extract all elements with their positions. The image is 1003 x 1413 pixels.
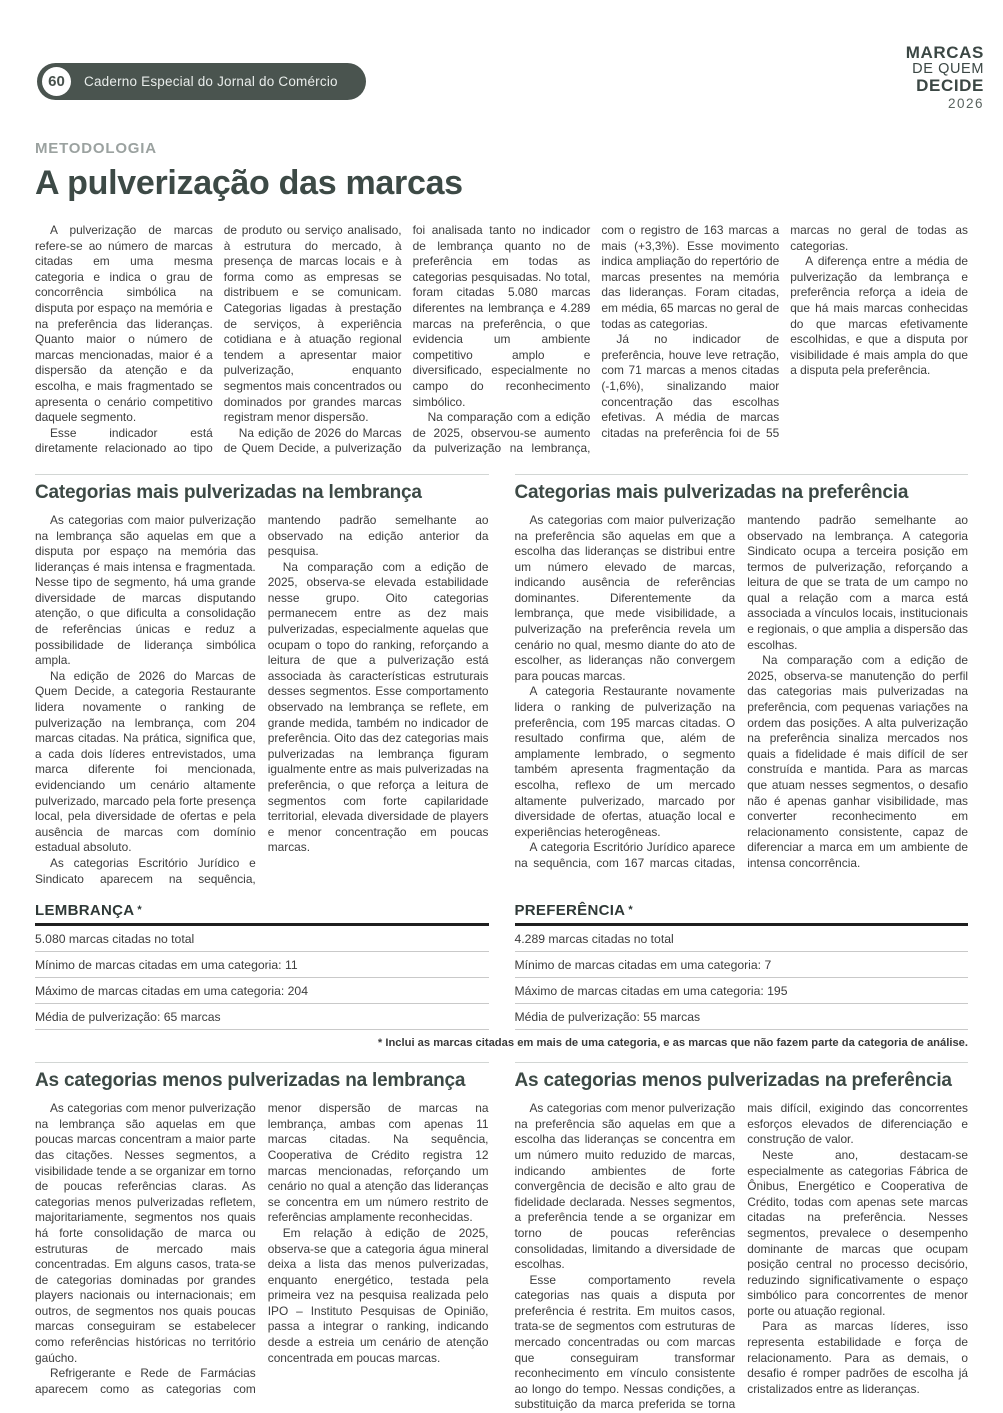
sections-most-pulverized [35,474,968,887]
headline: A pulverização das marcas [35,164,463,202]
stat-row: Mínimo de marcas citadas em uma categoria: 11 [35,952,489,978]
section-paragraph: A categoria Escritório Jurídico aparece na sequência, com 167 marcas citadas, mantendo padrão semelhante ao observado na lembrança. A categoria Sindicato ocupa a terceira posição em termos de pulverização, reforçando a leitura de que se trata de um campo no qual a relação com a marca está associada a vínculos locais, institucionais e regionais, o que amplia a dispersão das escolhas. [514,512,968,870]
table-footnote: * Inclui as marcas citadas em mais de uma categoria, e as marcas que não fazem parte da categoria de análise. [377,1037,968,1050]
logo-line-de-quem: DE QUEM [912,60,984,77]
intro-paragraph: Na edição de 2026 do Marcas de Quem Decide, a pulverização foi analisada tanto no indicador de lembrança quanto no de preferência em todas as categorias pesquisadas. No total, foram citadas 5.080 marcas diferentes na lembrança e 4.289 marcas na preferência, o que evidencia um ambiente competitivo amplo e diversificado, especialmente no campo do reconhecimento simbólico. [223,223,591,456]
section-paragraph: Em relação à edição de 2025, observa-se que a categoria água mineral deixa a lista das menos pulverizadas, enquanto energético, testada pela primeira vez na pesquisa realizada pelo IPO – Instituto Pesquisas de Opinião, passa a integrar o ranking, indicando desde a estreia um cenário de atenção concentrada em poucas marcas. [267,1225,489,1365]
section-paragraph: Na comparação com a edição de 2025, observa-se elevada estabilidade nesse grupo. Oito categorias permanecem entre as dez mais pulverizadas, especialmente aquelas que ocupam o topo do ranking, reforçando a leitura de que a pulverização está associada às características estruturais desses segmentos. Esse comportamento observado na lembrança se reflete, em grande medida, também no indicador de preferência. Oito das dez categorias mais pulverizadas na lembrança figuram igualmente entre as mais pulverizadas na preferência, o que reforça a leitura de segmentos com forte capilaridade territorial, elevada diversidade de players e menor concentração em poucas marcas. [267,559,489,855]
intro-paragraph: Na comparação com a edição de 2025, observou-se aumento da pulverização na lembrança, com o registro de 163 marcas a mais (+3,3%). Esse movimento indica ampliação do repertório de marcas presentes na memória das lideranças. Foram citadas, em média, 65 marcas no geral de todas as categorias. [412,223,780,456]
stats-preferencia-header [515,902,969,926]
section-divider [515,474,969,475]
intro-text [35,223,968,457]
section-text-least-lembranca [35,1101,489,1397]
intro-paragraph: Já no indicador de preferência, houve leve retração, com 71 marcas a menos citadas (-1,6%), sinalizando maior concentração das escolhas efetivas. A média de marcas citadas na preferência foi de 55 marcas no geral de todas as categorias. [601,223,968,440]
stat-row: Mínimo de marcas citadas em uma categoria: 7 [515,952,969,978]
intro-paragraph: A pulverização de marcas refere-se ao número de marcas citadas em uma mesma categoria e indica o grau de concorrência simbólica na disputa por espaço na memória e na preferência das lideranças. Quanto maior o número de marcas mencionadas, maior é a dispersão da atenção e da escolha, e mais fragmentado se apresenta o cenário competitivo daquele segmento. [35,223,213,425]
brand-logo [906,44,984,111]
page-header [35,0,984,120]
section-paragraph: Na edição de 2026 do Marcas de Quem Decide, a categoria Restaurante lidera novamente o ranking de pulverização na lembrança, com 204 marcas citadas. Na prática, significa que, a cada dois líderes entrevistados, uma marca diferente foi mencionada, evidenciando um cenário altamente pulverizado, marcado pela forte presença local, pela diversidade de ofertas e pela ausência de marcas com domínio estadual absoluto. [35,668,256,855]
section-most-preferencia [515,474,969,887]
stats-preferencia-title: PREFERÊNCIA [514,902,626,920]
section-paragraph: As categorias com menor pulverização na lembrança são aquelas em que poucas marcas concentram a maior parte das citações. Nesses segmentos, a visibilidade tende a se organizar em torno de poucas referências claras. As categorias menos pulverizadas refletem, majoritariamente, segmentos nos quais há forte consolidação de marca ou estruturas de mercado mais concentradas. Em alguns casos, trata-se de categorias dominadas por grandes players nacionais ou internacionais; em outros, de segmentos nos quais poucas marcas conseguiram se estabelecer como referências históricas no território gaúcho. [35,1101,256,1365]
stat-row: Máximo de marcas citadas em uma categoria: 204 [35,978,489,1004]
section-paragraph: A categoria Restaurante novamente lidera o ranking de pulverização na preferência, com 195 marcas citadas. O resultado confirma que, além de amplamente lembrado, o segmento também apresenta fragmentação da escolha, reflexo de um mercado altamente pulverizado, marcado por diversidade de ofertas, atuação local e experiências heterogêneas. [514,684,736,839]
stat-row: Média de pulverização: 55 marcas [515,1004,969,1030]
stat-row: 5.080 marcas citadas no total [35,926,489,952]
section-paragraph: As categorias com maior pulverização na preferência são aquelas em que a escolha das lideranças se distribui entre um número elevado de marcas, indicando ausência de referências dominantes. Diferentemente da lembrança, que mede visibilidade, a pulverização na preferência revela um cenário no qual, mesmo diante do ato de escolher, as lideranças não convergem para poucas marcas. [514,512,736,683]
footnote-star: * [137,904,142,917]
stat-row: 4.289 marcas citadas no total [515,926,969,952]
section-title-most-lembranca: Categorias mais pulverizadas na lembrança [35,481,422,503]
publication-name: Caderno Especial do Jornal do Comércio [84,74,338,89]
section-paragraph: Refrigerante e Rede de Farmácias aparecem como as categorias com menor dispersão de marcas na lembrança, ambas com apenas 11 marcas citadas. Na sequência, Cooperativa de Crédito registra 12 marcas mencionadas, reforçando um cenário no qual a atenção das lideranças se concentra em um número restrito de referências amplamente reconhecidas. [35,1101,489,1396]
stats-table [35,902,968,1030]
section-title-least-lembranca: As categorias menos pulverizadas na lembrança [35,1070,466,1092]
section-paragraph: Esse comportamento revela categorias nas quais a disputa por preferência é restrita. Em muitos casos, trata-se de segmentos com estruturas de mercado concentradas ou com marcas que conseguiram transformar reconhecimento em vínculo consistente ao longo do tempo. Nessas condições, a substituição da marca preferida se torna mais difícil, exigindo das concorrentes esforços elevados de diferenciação e construção de valor. [514,1101,968,1412]
page-number-pill [37,63,366,100]
logo-line-decide: DECIDE [916,75,984,95]
kicker: METODOLOGIA [35,140,157,157]
section-paragraph: As categorias Escritório Jurídico e Sindicato aparecem na sequência, mantendo padrão semelhante ao observado na edição anterior da pesquisa. [35,512,489,886]
intro-paragraph: Esse indicador está diretamente relacionado ao tipo de produto ou serviço analisado, à estrutura do mercado, à presença de marcas locais e à forma como as empresas se distribuem e se comunicam. Categorias ligadas à prestação de serviços, à experiência cotidiana e à atuação regional tendem a apresentar maior pulverização, enquanto segmentos mais concentrados ou dominados por grandes marcas registram menor dispersão. [35,223,402,456]
stats-lembranca [35,902,489,1030]
logo-year: 2026 [947,96,984,112]
footnote-star: * [628,904,633,917]
logo-line-marcas: MARCAS [905,43,984,62]
stats-lembranca-title: LEMBRANÇA [35,902,135,920]
intro-paragraph: A diferença entre a média de pulverização da lembrança e preferência reforça a ideia de que há mais marcas conhecidas do que marcas efetivamente escolhidas, e que a disputa por visibilidade é mais ampla do que a disputa pela preferência. [790,254,968,378]
stats-preferencia [515,902,969,1030]
page-number-badge: 60 [42,67,71,96]
section-text-most-lembranca [35,513,489,887]
section-divider [35,474,489,475]
section-text-most-preferencia [515,513,969,872]
stats-lembranca-header [35,902,489,926]
section-paragraph: Na comparação com a edição de 2025, observa-se manutenção do perfil das categorias mais pulverizadas na preferência, com pequenas variações na ordem das posições. A alta pulverização na preferência sinaliza mercados nos quais a fidelidade é mais difícil de ser construída e mantida. Para as marcas que atuam nesses segmentos, o desafio não é apenas ganhar visibilidade, mas converter reconhecimento em relacionamento consistente, capaz de diferenciar a marca em um ambiente de intensa concorrência. [747,653,968,870]
section-paragraph: As categorias com menor pulverização na preferência são aquelas em que a escolha das lideranças se concentra em um número muito reduzido de marcas, indicando ambientes de forte convergência de decisão e alto grau de fidelidade declarada. Nesses segmentos, a preferência tende a se organizar em torno de poucas referências consolidadas, limitando a diversidade de escolhas. [514,1101,736,1272]
section-most-lembranca [35,474,489,887]
section-least-lembranca [35,1062,489,1413]
section-paragraph: As categorias com maior pulverização na lembrança são aquelas em que a disputa por espaço na memória das lideranças é mais intensa e fragmentada. Nesse tipo de segmento, há uma grande diversidade de marcas disputando atenção, o que dificulta a consolidação de referências únicas e reduz a possibilidade de liderança simbólica ampla. [35,512,256,668]
section-least-preferencia [515,1062,969,1413]
section-text-least-preferencia [515,1101,969,1413]
section-divider [515,1062,969,1063]
stat-row: Máximo de marcas citadas em uma categoria: 195 [515,978,969,1004]
section-divider [35,1062,489,1063]
section-paragraph: Para as marcas líderes, isso representa estabilidade e força de relacionamento. Para as demais, o desafio é romper padrões de escolha já cristalizados entre as lideranças. [747,1319,968,1396]
sections-least-pulverized [35,1062,968,1413]
stat-row: Média de pulverização: 65 marcas [35,1004,489,1030]
section-title-least-preferencia: As categorias menos pulverizadas na preferência [514,1070,952,1092]
section-title-most-preferencia: Categorias mais pulverizadas na preferência [514,481,909,503]
section-paragraph: Neste ano, destacam-se especialmente as categorias Fábrica de Ônibus, Energético e Cooperativa de Crédito, todas com apenas sete marcas citadas na preferência. Nesses segmentos, prevalece o desempenho dominante de marcas que ocupam posição central no processo decisório, reduzindo significativamente o espaço simbólico para concorrentes de menor porte ou atuação regional. [747,1147,968,1318]
